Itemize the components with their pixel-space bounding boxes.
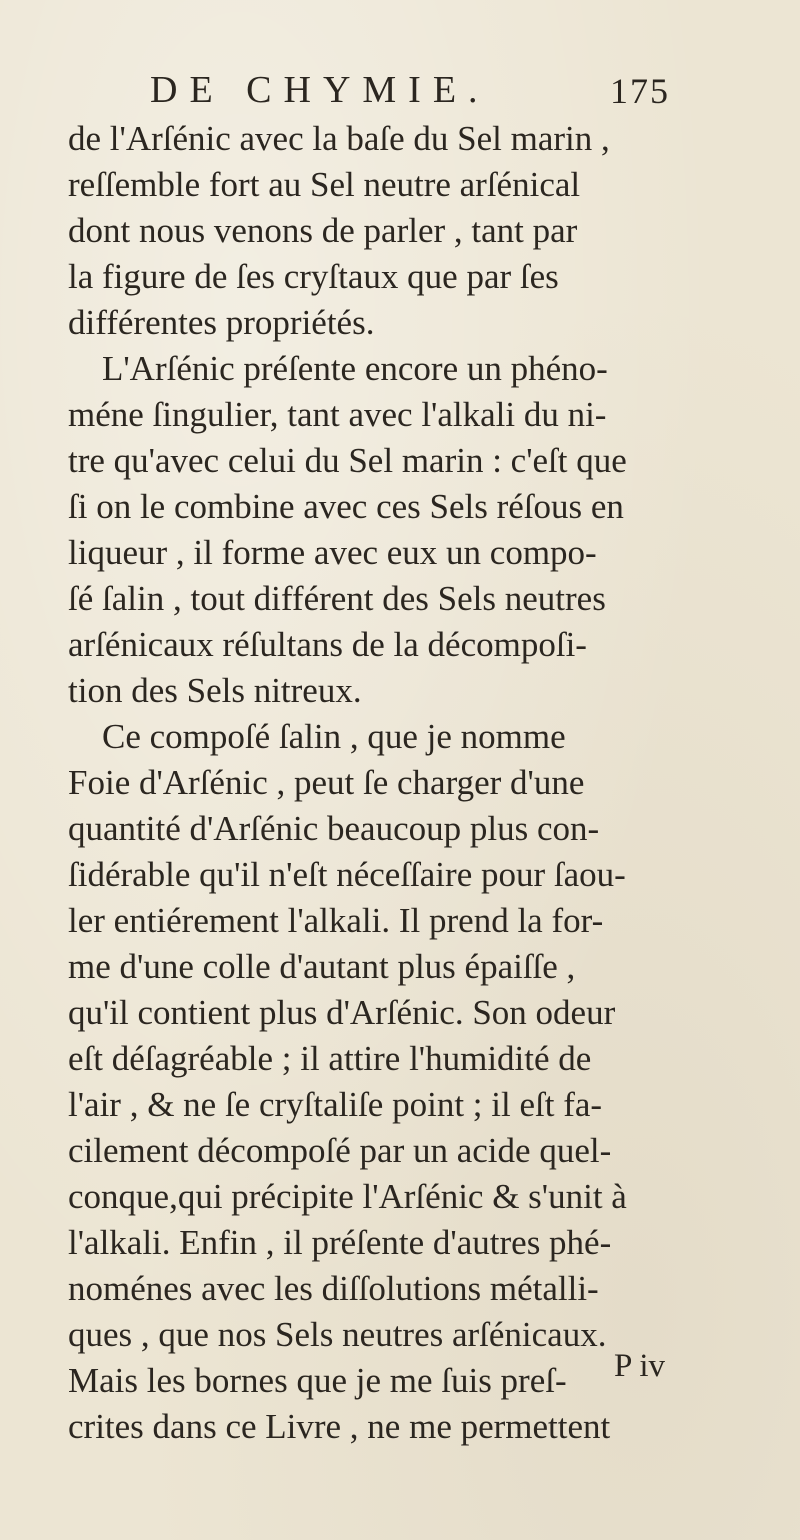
text-line: de l'Arſénic avec la baſe du Sel marin ,	[68, 119, 610, 158]
text-line: noménes avec les diſſolutions métalli-	[68, 1269, 599, 1308]
text-line: ſidérable qu'il n'eſt néceſſaire pour ſaou-	[68, 855, 626, 894]
text-line: Mais les bornes que je me ſuis preſ-	[68, 1361, 567, 1400]
text-line: dont nous venons de parler , tant par	[68, 211, 578, 250]
signature-mark: P iv	[614, 1348, 666, 1384]
text-line: la figure de ſes cryſtaux que par ſes	[68, 257, 559, 296]
text-line: conque,qui précipite l'Arſénic & s'unit à	[68, 1177, 627, 1216]
text-line: ſé ſalin , tout différent des Sels neutres	[68, 579, 606, 618]
page-number: 175	[610, 71, 670, 111]
text-line: me d'une colle d'autant plus épaiſſe ,	[68, 947, 576, 986]
text-line: tion des Sels nitreux.	[68, 671, 362, 710]
text-line: méne ſingulier, tant avec l'alkali du ni-	[68, 395, 607, 434]
text-line: Foie d'Arſénic , peut ſe charger d'une	[68, 763, 585, 802]
text-line: liqueur , il forme avec eux un compo-	[68, 533, 597, 572]
text-line: tre qu'avec celui du Sel marin : c'eſt que	[68, 441, 627, 480]
body-text	[68, 116, 728, 1450]
text-line: eſt déſagréable ; il attire l'humidité de	[68, 1039, 592, 1078]
text-line: ques , que nos Sels neutres arſénicaux.	[68, 1315, 607, 1354]
text-line: reſſemble fort au Sel neutre arſénical	[68, 165, 581, 204]
running-title: DE CHYMIE.	[150, 69, 490, 111]
text-line: qu'il contient plus d'Arſénic. Son odeur	[68, 993, 616, 1032]
text-line: cilement décompoſé par un acide quel-	[68, 1131, 612, 1170]
paragraph-start-line: L'Arſénic préſente encore un phéno-	[102, 349, 608, 388]
text-line: ſi on le combine avec ces Sels réſous en	[68, 487, 624, 526]
text-line: l'alkali. Enfin , il préſente d'autres phé-	[68, 1223, 612, 1262]
text-line: ler entiérement l'alkali. Il prend la for-	[68, 901, 604, 940]
paragraph-start-line: Ce compoſé ſalin , que je nomme	[102, 717, 566, 756]
text-line: crites dans ce Livre , ne me permettent	[68, 1407, 611, 1446]
text-line: différentes propriétés.	[68, 303, 375, 342]
text-line: arſénicaux réſultans de la décompoſi-	[68, 625, 587, 664]
page-header	[150, 68, 670, 116]
text-line: l'air , & ne ſe cryſtaliſe point ; il eſt fa-	[68, 1085, 603, 1124]
text-line: quantité d'Arſénic beaucoup plus con-	[68, 809, 600, 848]
